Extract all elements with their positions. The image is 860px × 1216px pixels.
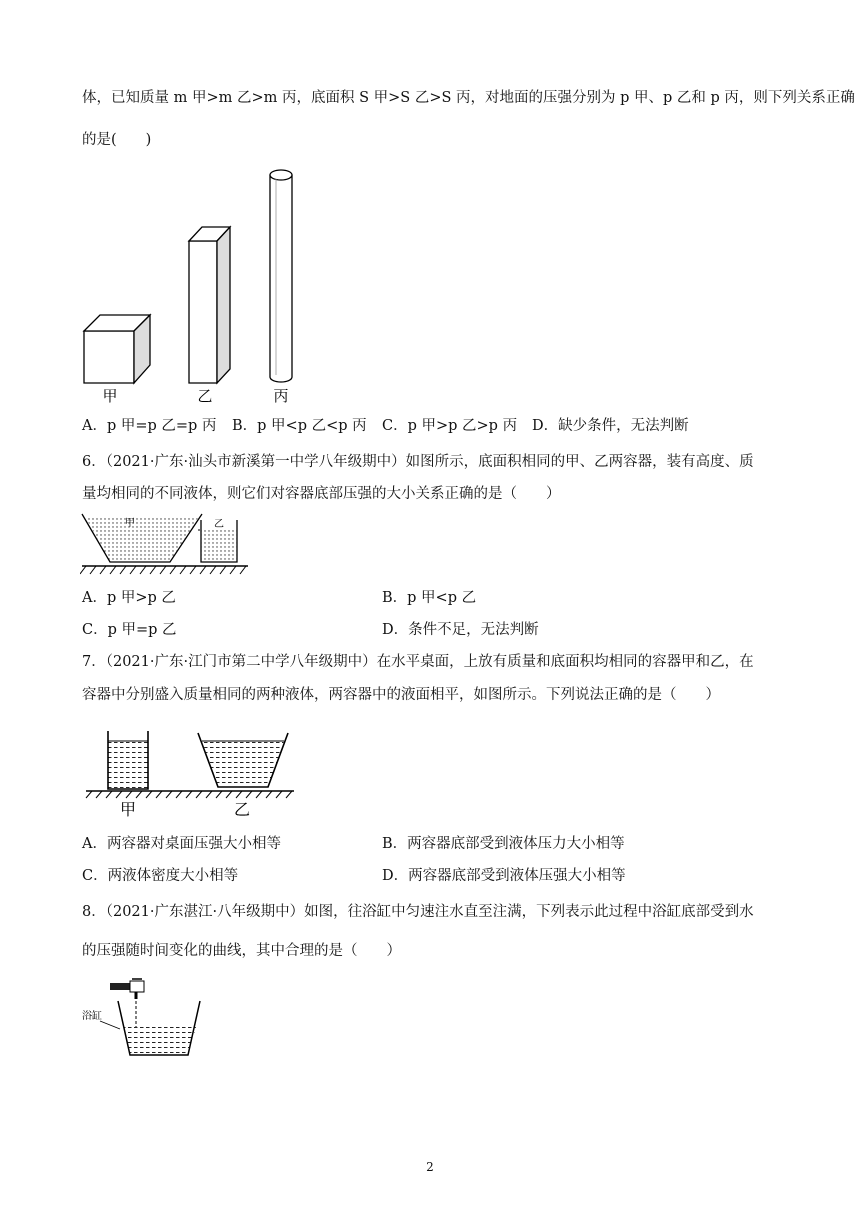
cylinder-shape (270, 170, 292, 382)
q8-text-line1: 8．（2021·广东湛江·八年级期中）如图，往浴缸中匀速注水直至注满，下列表示此过程中浴缸底部受到水 (82, 904, 754, 920)
q7-option-d: D．两容器底部受到液体压强大小相等 (382, 868, 626, 884)
q7-option-a: A．两容器对桌面压强大小相等 (82, 836, 281, 852)
q8-text-line2: 的压强随时间变化的曲线，其中合理的是（ ） (82, 943, 401, 959)
q5-option-a: A．p 甲=p 乙=p 丙 (82, 418, 217, 434)
q6-option-c: C．p 甲=p 乙 (82, 622, 177, 638)
q7-figure (84, 725, 296, 823)
q6-option-a: A．p 甲>p 乙 (82, 590, 176, 606)
q6-figure (80, 510, 252, 578)
q7-text-line2: 容器中分别盛入质量相同的两种液体，两容器中的液面相平，如图所示。下列说法正确的是（ ） (82, 687, 720, 703)
q7-label-yi: 乙 (233, 800, 251, 819)
label-bing: 丙 (273, 387, 289, 405)
cube-shape (84, 315, 150, 383)
q6-label-jia: 甲 (125, 518, 135, 529)
q7-option-c: C．两液体密度大小相等 (82, 868, 239, 884)
faucet-icon (110, 979, 144, 999)
q7-text-line1: 7．（2021·广东·江门市第二中学八年级期中）在水平桌面，上放有质量和底面积均相同的容器甲和乙，在 (82, 654, 754, 670)
q7-label-jia: 甲 (119, 800, 137, 819)
q6-text-line2: 量均相同的不同液体，则它们对容器底部压强的大小关系正确的是（ ） (82, 486, 561, 502)
q6-option-d: D．条件不足，无法判断 (382, 622, 539, 638)
label-jia: 甲 (102, 387, 118, 405)
q5-option-c: C．p 甲>p 乙>p 丙 (382, 418, 518, 434)
q5-text-line2: 的是( ) (82, 132, 152, 148)
q5-option-d: D．缺少条件，无法判断 (532, 418, 689, 434)
label-yi: 乙 (197, 387, 213, 405)
q6-option-b: B．p 甲<p 乙 (382, 590, 477, 606)
q6-text-line1: 6．（2021·广东·汕头市新溪第一中学八年级期中）如图所示，底面积相同的甲、乙两容器，装有高度、质 (82, 454, 754, 470)
bathtub-label: 浴缸 (82, 1011, 102, 1022)
q5-option-b: B．p 甲<p 乙<p 丙 (232, 418, 367, 434)
q6-label-yi: 乙 (214, 519, 224, 530)
prism-shape (189, 227, 230, 383)
page-number: 2 (426, 1160, 434, 1174)
q7-option-b: B．两容器底部受到液体压力大小相等 (382, 836, 625, 852)
q5-figure (80, 165, 310, 410)
q8-figure (80, 975, 206, 1061)
q5-text-line1: 体，已知质量 m 甲>m 乙>m 丙，底面积 S 甲>S 乙>S 丙，对地面的压强分别为 p 甲、p 乙和 p 丙，则下列关系正确 (82, 90, 855, 106)
